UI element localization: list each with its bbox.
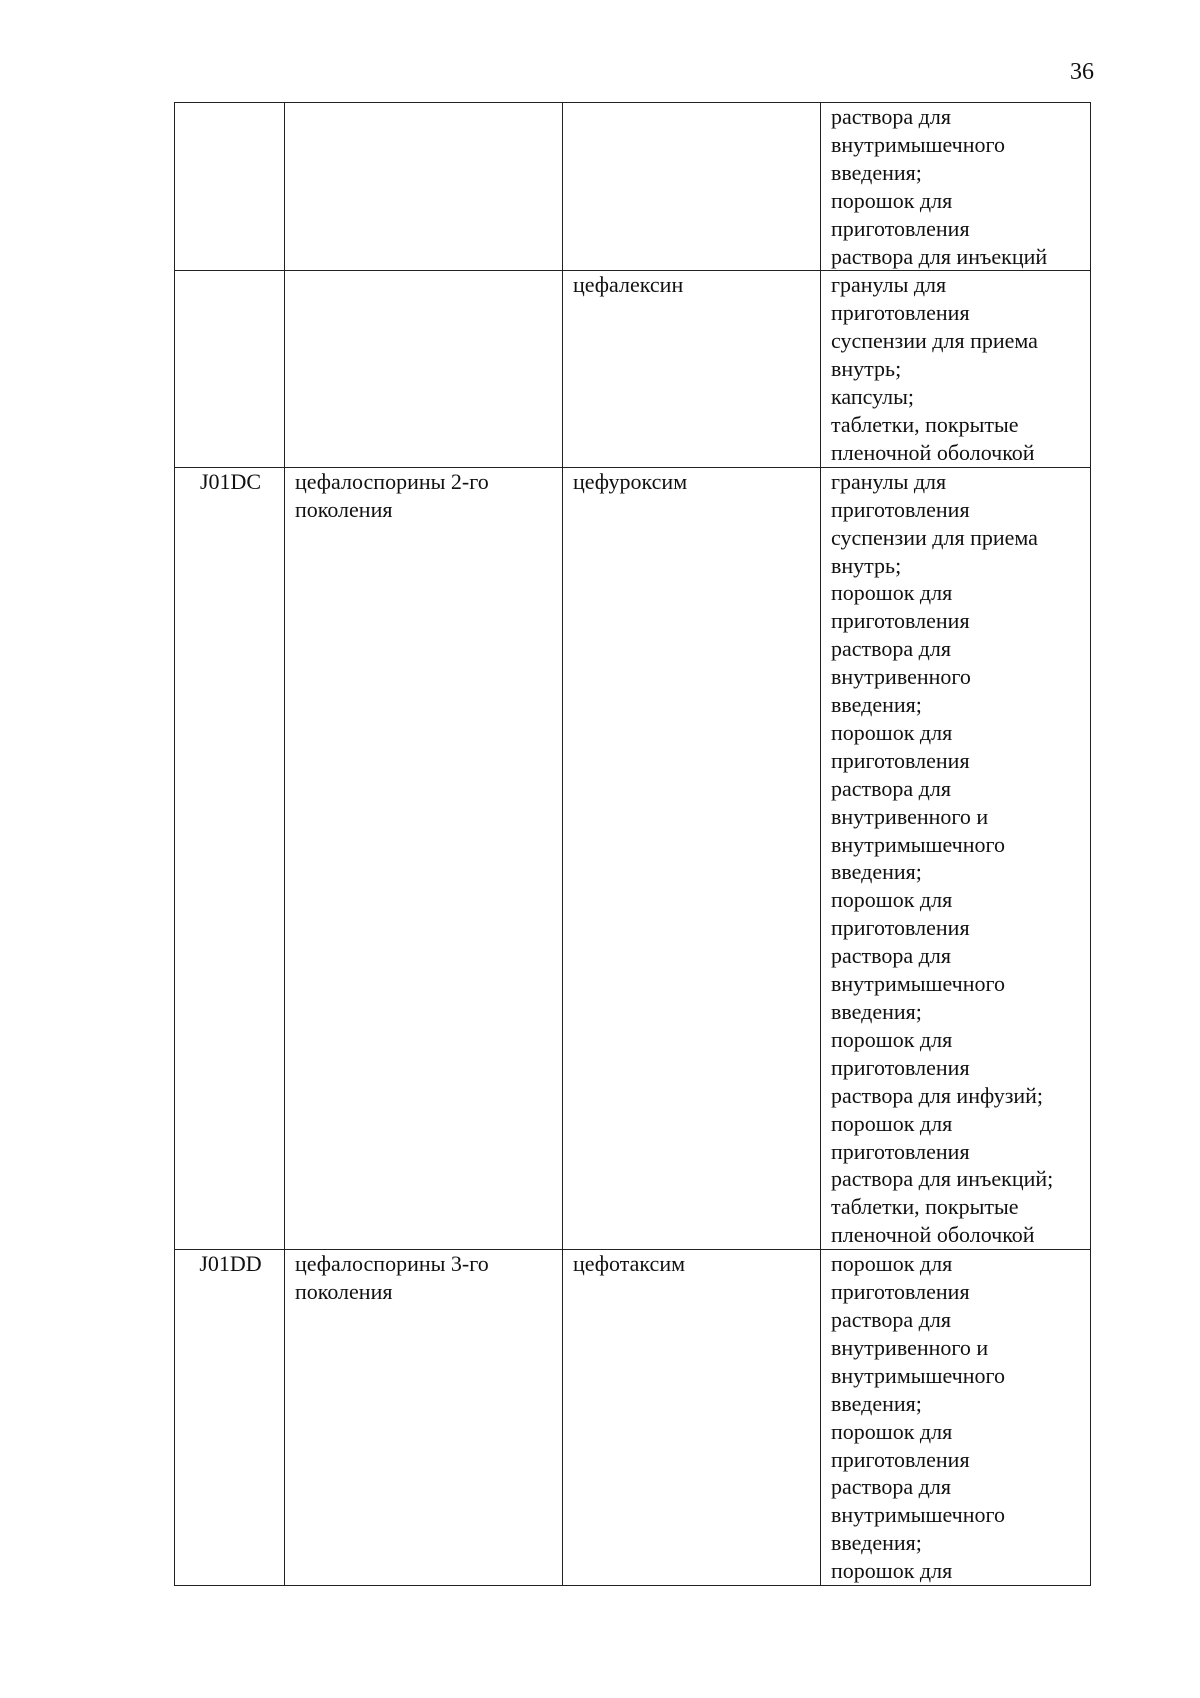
dosage-form-line: приготовления <box>831 747 970 773</box>
drug-group-cell <box>285 271 563 467</box>
dosage-form-line: приготовления <box>831 1279 970 1305</box>
dosage-form-line: раствора для инфузий; <box>831 1082 1044 1108</box>
dosage-form-line: введения; <box>831 692 922 718</box>
drug-name-cell: цефуроксим <box>563 467 821 1249</box>
dosage-form-line: внутривенного и <box>831 1334 989 1360</box>
drug-group-line: поколения <box>295 1279 393 1305</box>
dosage-forms-cell <box>821 467 1091 1249</box>
dosage-form-line: введения; <box>831 999 922 1024</box>
dosage-form-line: внутривенного и <box>831 803 989 829</box>
dosage-form-line: раствора для <box>831 1306 951 1332</box>
table-row <box>175 271 1091 467</box>
drug-name-cell: цефотаксим <box>563 1250 821 1586</box>
dosage-form-line: гранулы для <box>831 468 947 494</box>
drug-group-cell <box>285 1250 563 1586</box>
drug-group-line: поколения <box>295 496 393 522</box>
dosage-form-line: введения; <box>831 859 922 885</box>
dosage-form-line: таблетки, покрытые <box>831 1194 1019 1220</box>
dosage-form-line: приготовления <box>831 1054 970 1080</box>
atc-code-cell: J01DC <box>175 467 285 1249</box>
dosage-form-line: внутривенного <box>831 664 971 690</box>
dosage-form-line: внутримышечного <box>831 1502 1005 1528</box>
dosage-form-line: раствора для инъекций <box>831 243 1048 269</box>
medication-table-body <box>175 103 1091 1586</box>
dosage-form-line: внутримышечного <box>831 1362 1005 1388</box>
table-row <box>175 467 1091 1249</box>
atc-code-cell: J01DD <box>175 1250 285 1586</box>
drug-group-line: цефалоспорины 3-го <box>295 1251 489 1277</box>
dosage-form-line: порошок для <box>831 1251 953 1277</box>
dosage-form-line: порошок для <box>831 1418 953 1444</box>
dosage-form-line: приготовления <box>831 496 970 522</box>
dosage-form-line: пленочной оболочкой <box>831 1222 1035 1248</box>
dosage-form-line: введения; <box>831 159 922 185</box>
page-number: 36 <box>1070 59 1094 85</box>
dosage-form-line: внутримышечного <box>831 831 1005 857</box>
dosage-form-line: порошок для <box>831 1026 953 1052</box>
drug-group-line: цефалоспорины 2-го <box>295 468 489 494</box>
dosage-forms-cell <box>821 271 1091 467</box>
dosage-form-line: приготовления <box>831 608 970 634</box>
dosage-form-line: раствора для <box>831 943 951 969</box>
dosage-form-line: порошок для <box>831 580 953 606</box>
atc-code-cell <box>175 103 285 271</box>
dosage-form-line: приготовления <box>831 300 970 326</box>
dosage-form-line: суспензии для приема <box>831 524 1038 550</box>
dosage-form-line: таблетки, покрытые <box>831 411 1019 437</box>
drug-group-cell <box>285 103 563 271</box>
drug-name-cell: цефалексин <box>563 271 821 467</box>
dosage-form-line: внутрь; <box>831 356 902 382</box>
dosage-form-line: раствора для <box>831 1474 951 1500</box>
dosage-form-line: введения; <box>831 1390 922 1416</box>
dosage-form-line: порошок для <box>831 1110 953 1136</box>
atc-code-cell <box>175 271 285 467</box>
dosage-form-line: порошок для <box>831 1558 953 1584</box>
dosage-form-line: гранулы для <box>831 272 947 298</box>
medication-table <box>174 102 1091 1586</box>
dosage-form-line: приготовления <box>831 1446 970 1472</box>
drug-group-cell <box>285 467 563 1249</box>
dosage-form-line: порошок для <box>831 719 953 745</box>
dosage-form-line: порошок для <box>831 887 953 913</box>
dosage-form-line: введения; <box>831 1530 922 1556</box>
dosage-form-line: раствора для инъекций; <box>831 1166 1054 1192</box>
dosage-forms-cell <box>821 103 1091 271</box>
dosage-form-line: приготовления <box>831 1138 970 1164</box>
dosage-form-line: раствора для <box>831 636 951 662</box>
dosage-form-line: капсулы; <box>831 384 914 410</box>
dosage-form-line: внутримышечного <box>831 131 1005 157</box>
dosage-form-line: приготовления <box>831 215 970 241</box>
drug-name-cell <box>563 103 821 271</box>
dosage-form-line: пленочной оболочкой <box>831 439 1035 465</box>
table-row <box>175 1250 1091 1586</box>
dosage-form-line: внутрь; <box>831 552 902 578</box>
dosage-form-line: внутримышечного <box>831 971 1005 997</box>
dosage-form-line: суспензии для приема <box>831 328 1038 354</box>
dosage-forms-cell <box>821 1250 1091 1586</box>
dosage-form-line: приготовления <box>831 915 970 941</box>
table-row <box>175 103 1091 271</box>
dosage-form-line: раствора для <box>831 775 951 801</box>
dosage-form-line: раствора для <box>831 104 951 129</box>
dosage-form-line: порошок для <box>831 187 953 213</box>
